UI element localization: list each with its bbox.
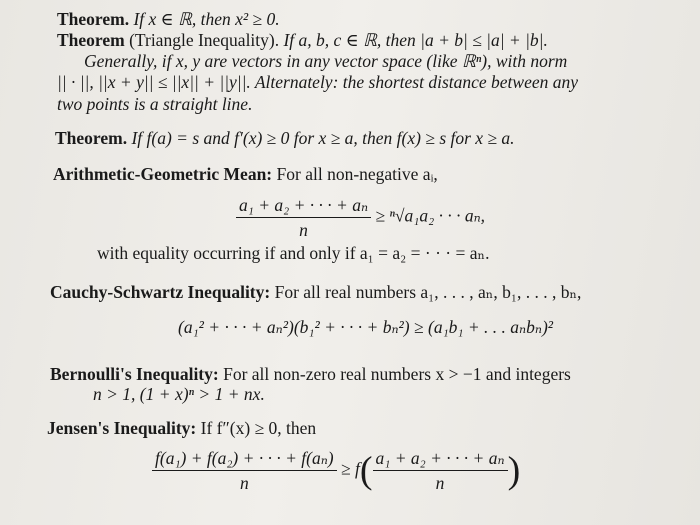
am-denominator: n	[299, 220, 308, 240]
theorem-triangle-inequality	[57, 30, 548, 50]
theorem-statement: If x ∈ ℝ, then x² ≥ 0.	[133, 9, 280, 29]
theorem-square-nonnegative	[57, 9, 280, 29]
jensen-right-fraction	[373, 448, 508, 493]
right-parenthesis: )	[507, 449, 521, 492]
theorem-statement: If f(a) = s and f′(x) ≥ 0 for x ≥ a, then f(x) ≥ s for x ≥ a.	[131, 128, 515, 148]
bernoulli-label: Bernoulli's Inequality:	[50, 364, 219, 384]
gm-expression: ≥ ⁿ√a₁a₂ · · · aₙ,	[375, 205, 486, 226]
am-gm-heading	[53, 164, 438, 184]
theorem-monotone-function	[55, 128, 515, 148]
triangle-generalization-line2: || · ||, ||x + y|| ≤ ||x|| + ||y||. Alternately: the shortest distance between any	[57, 72, 579, 92]
jensen-heading	[47, 418, 316, 438]
jensen-inequality-f: ≥ f	[341, 458, 360, 479]
cauchy-schwartz-formula: (a₁² + · · · + aₙ²)(b₁² + · · · + bₙ²) ≥ (a₁b₁ + . . . aₙbₙ)²	[178, 317, 554, 337]
bernoulli-heading	[50, 364, 571, 384]
am-fraction	[236, 195, 371, 240]
am-gm-label: Arithmetic-Geometric Mean:	[53, 164, 273, 184]
theorem-statement: If a, b, c ∈ ℝ, then |a + b| ≤ |a| + |b|.	[283, 30, 548, 50]
am-gm-condition: For all non-negative aᵢ,	[276, 164, 438, 184]
jensen-formula	[152, 448, 520, 493]
am-gm-equality-condition: with equality occurring if and only if a₁ = a₂ = · · · = aₙ.	[97, 243, 490, 263]
triangle-generalization-line3: two points is a straight line.	[57, 94, 253, 114]
cauchy-schwartz-label: Cauchy-Schwartz Inequality:	[50, 282, 271, 302]
theorem-label: Theorem.	[55, 128, 128, 148]
jensen-left-denominator: n	[239, 473, 249, 493]
theorem-name: (Triangle Inequality).	[129, 30, 280, 50]
theorem-label: Theorem	[57, 30, 125, 50]
am-numerator: a₁ + a₂ + · · · + aₙ	[236, 195, 371, 218]
triangle-generalization-line1: Generally, if x, y are vectors in any vector space (like ℝⁿ), with norm	[84, 51, 568, 71]
left-parenthesis: (	[359, 449, 373, 492]
theorem-label: Theorem.	[57, 9, 130, 29]
jensen-label: Jensen's Inequality:	[47, 418, 197, 438]
bernoulli-formula: n > 1, (1 + x)ⁿ > 1 + nx.	[93, 384, 265, 404]
jensen-right-denominator: n	[435, 473, 445, 493]
am-gm-formula	[236, 195, 485, 240]
jensen-condition: If f″(x) ≥ 0, then	[200, 418, 317, 438]
jensen-left-fraction	[152, 448, 337, 493]
cauchy-schwartz-condition: For all real numbers a₁, . . . , aₙ, b₁, . . . , bₙ,	[274, 282, 582, 302]
jensen-right-numerator: a₁ + a₂ + · · · + aₙ	[373, 448, 508, 471]
jensen-left-numerator: f(a₁) + f(a₂) + · · · + f(aₙ)	[152, 448, 337, 471]
cauchy-schwartz-heading	[50, 282, 581, 302]
bernoulli-condition: For all non-zero real numbers x > −1 and integers	[223, 364, 571, 384]
